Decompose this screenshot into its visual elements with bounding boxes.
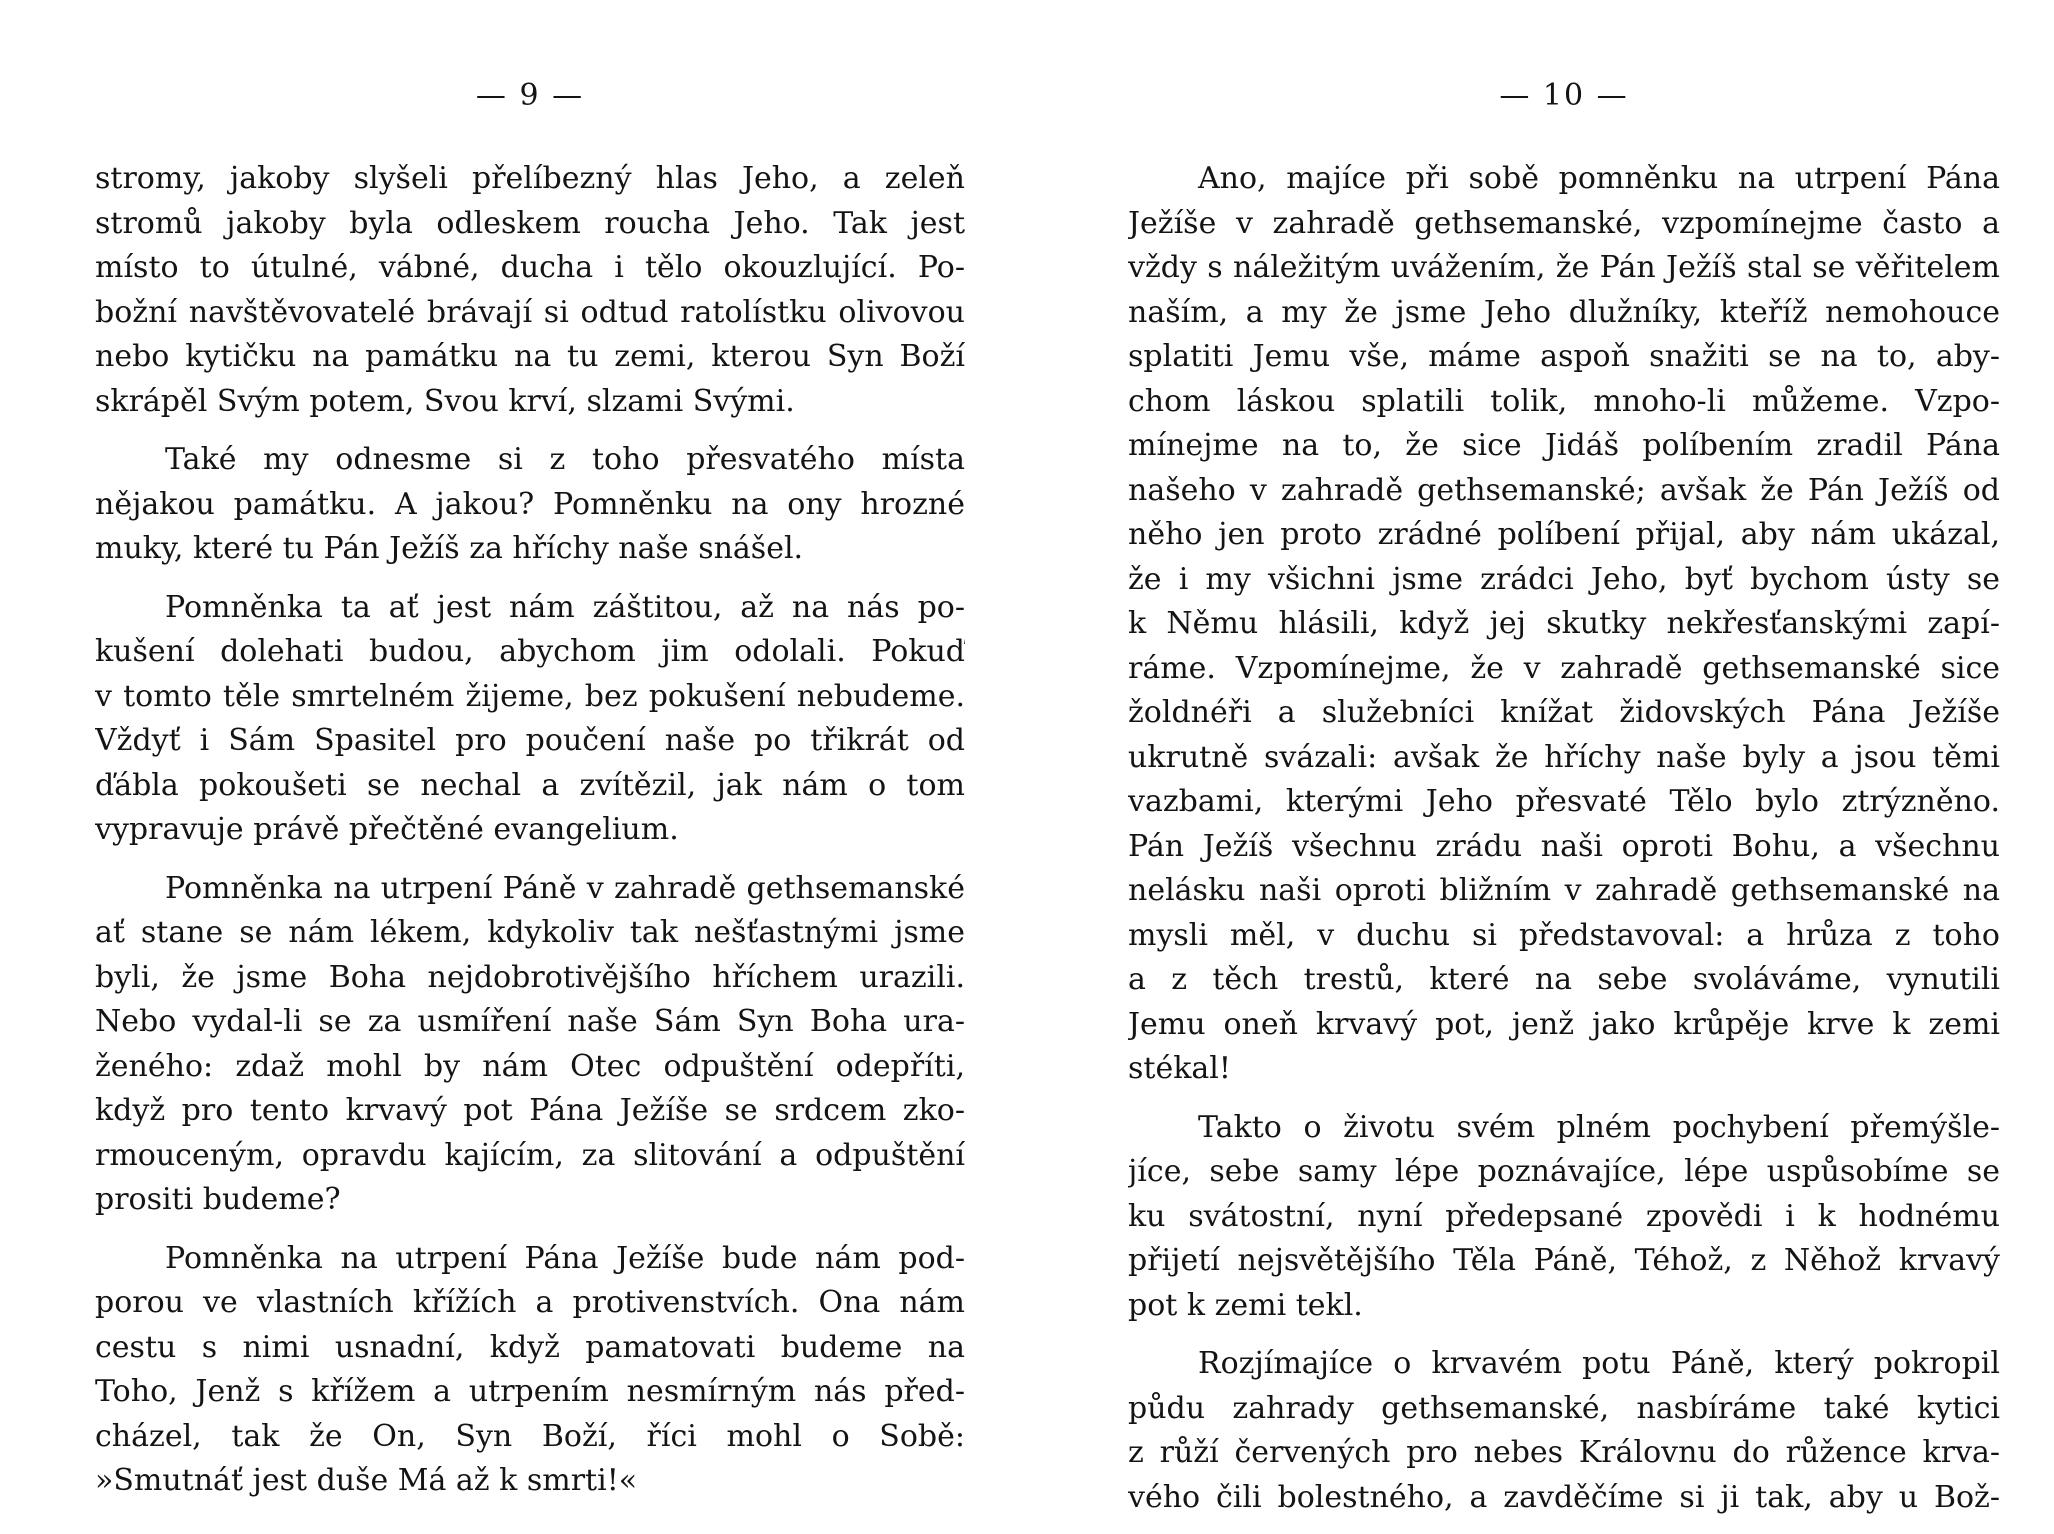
text-line: byli, že jsme Boha nejdobrotivějšího hříchem urazili. bbox=[95, 959, 965, 995]
text-line: muky, které tu Pán Ježíš za hříchy naše snášel. bbox=[95, 531, 804, 566]
text-line: když pro tento krvavý pot Pána Ježíše se srdcem zko- bbox=[95, 1093, 965, 1128]
text-line: ráme. Vzpomínejme, že v zahradě gethsemanské sice bbox=[1128, 650, 2000, 686]
text-line: nějakou památku. A jakou? Pomněnku na ony hrozné bbox=[95, 486, 965, 522]
text-line: Rozjímajíce o krvavém potu Páně, který pokropil bbox=[1198, 1346, 2000, 1381]
text-line: rmouceným, opravdu kajícím, za slitování a odpuštění bbox=[95, 1137, 965, 1173]
text-line: porou ve vlastních křížích a protivenstvích. Ona nám bbox=[95, 1285, 965, 1320]
text-line: ďábla pokoušeti se nechal a zvítězil, jak nám o tom bbox=[95, 767, 965, 803]
text-line: mínejme na to, že sice Jidáš políbením zradil Pána bbox=[1128, 428, 2000, 463]
right-page bbox=[1128, 0, 2000, 1515]
text-line: kušení dolehati budou, abychom jim odolali. Pokuď bbox=[95, 634, 965, 669]
left-page bbox=[95, 0, 965, 1500]
text-line: a z těch trestů, které na sebe svoláváme, vynutili bbox=[1128, 962, 2000, 997]
text-line: »Smutnáť jest duše Má až k smrti!« bbox=[95, 1463, 638, 1498]
text-line: něho jen proto zrádné políbení přijal, aby nám ukázal, bbox=[1128, 517, 2000, 552]
text-line: Pán Ježíš všechnu zrádu naši oproti Bohu, a všechnu bbox=[1128, 828, 2000, 864]
text-line: vého čili bolestného, a zavděčíme si ji tak, aby u Bož- bbox=[1128, 1479, 2000, 1515]
text-line: splatiti Jemu vše, máme aspoň snažiti se na to, aby- bbox=[1128, 339, 2000, 374]
text-line: nelásku naši oproti bližním v zahradě gethsemanské na bbox=[1128, 873, 2000, 908]
text-line: Ježíše v zahradě gethsemanské, vzpomínejme často a bbox=[1128, 205, 2000, 241]
text-line: půdu zahrady gethsemanské, nasbíráme také kytici bbox=[1128, 1390, 2000, 1426]
paragraph bbox=[95, 157, 965, 424]
page-body-text bbox=[95, 157, 965, 1518]
text-line: chom láskou splatili tolik, mnoho-li můžeme. Vzpo- bbox=[1128, 383, 2000, 419]
text-line: žoldnéři a služebníci knížat židovských Pána Ježíše bbox=[1128, 695, 2000, 730]
text-line: ukrutně svázali: avšak že hříchy naše byly a jsou těmi bbox=[1128, 739, 2000, 775]
text-line: k Němu hlásili, když jej skutky nekřesťanskými zapí- bbox=[1128, 606, 2000, 641]
text-line: stromů jakoby byla odleskem roucha Jeho. Tak jest bbox=[95, 205, 965, 241]
text-line: nebo kytičku na památku na tu zemi, kterou Syn Boží bbox=[95, 339, 965, 374]
text-line: naším, a my že jsme Jeho dlužníky, kteříž nemohouce bbox=[1128, 294, 2000, 330]
text-line: místo to útulné, vábné, ducha i tělo okouzlující. Po- bbox=[95, 250, 965, 285]
text-line: našeho v zahradě gethsemanské; avšak že Pán Ježíš od bbox=[1128, 472, 2000, 508]
text-line: v tomto těle smrtelném žijeme, bez pokušení nebudeme. bbox=[95, 678, 965, 714]
text-line: prositi budeme? bbox=[95, 1182, 341, 1217]
text-line: že i my všichni jsme zrádci Jeho, byť bychom ústy se bbox=[1128, 561, 2000, 597]
text-line: mysli měl, v duchu si představoval: a hrůza z toho bbox=[1128, 917, 2000, 953]
text-line: vazbami, kterými Jeho přesvaté Tělo bylo ztrýzněno. bbox=[1128, 784, 2000, 819]
text-line: vždy s náležitým uvážením, že Pán Ježíš stal se věřitelem bbox=[1128, 250, 2000, 285]
text-line: Jemu oneň krvavý pot, jenž jako krůpěje krve k zemi bbox=[1128, 1006, 2000, 1042]
text-line: jíce, sebe samy lépe poznávajíce, lépe uspůsobíme se bbox=[1128, 1154, 2000, 1189]
paragraph bbox=[1128, 1342, 2000, 1520]
text-line: ať stane se nám lékem, kdykoliv tak nešťastnými jsme bbox=[95, 915, 965, 950]
page-number: — 9 — bbox=[475, 78, 585, 113]
text-line: Takto o životu svém plném pochybení přemýšle- bbox=[1198, 1109, 2000, 1145]
text-line: cházel, tak že On, Syn Boží, říci mohl o Sobě: bbox=[95, 1418, 965, 1454]
text-line: přijetí nejsvětějšího Těla Páně, Téhož, z Něhož krvavý bbox=[1128, 1243, 2000, 1278]
paragraph bbox=[1128, 157, 2000, 1092]
text-line: stromy, jakoby slyšeli přelíbezný hlas Jeho, a zeleň bbox=[95, 161, 965, 196]
text-line: Ano, majíce při sobě pomněnku na utrpení Pána bbox=[1198, 161, 2000, 196]
page-number: — 10 — bbox=[1499, 78, 1629, 113]
text-line: Také my odnesme si z toho přesvatého místa bbox=[165, 442, 965, 477]
text-line: stékal! bbox=[1128, 1051, 1231, 1086]
text-line: Pomněnka na utrpení Páně v zahradě gethsemanské bbox=[165, 870, 965, 906]
text-line: skrápěl Svým potem, Svou krví, slzami Svými. bbox=[95, 383, 795, 419]
text-line: Pomněnka ta ať jest nám záštitou, až na nás po- bbox=[165, 589, 965, 625]
text-line: pot k zemi tekl. bbox=[1128, 1287, 1363, 1323]
text-line: ženého: zdaž mohl by nám Otec odpuštění odepříti, bbox=[95, 1048, 965, 1084]
text-line: z růží červených pro nebes Královnu do růžence krva- bbox=[1128, 1435, 2000, 1470]
page-body-text bbox=[1128, 157, 2000, 1534]
text-line: Vždyť i Sám Spasitel pro poučení naše po třikrát od bbox=[95, 723, 965, 758]
text-line: Pomněnka na utrpení Pána Ježíše bude nám pod- bbox=[165, 1240, 965, 1276]
text-line: Toho, Jenž s křížem a utrpením nesmírným nás před- bbox=[95, 1374, 965, 1409]
paragraph bbox=[95, 438, 965, 572]
paragraph bbox=[95, 586, 965, 853]
paragraph bbox=[95, 867, 965, 1223]
text-line: vypravuje právě přečtěné evangelium. bbox=[95, 812, 679, 847]
paragraph bbox=[95, 1237, 965, 1504]
text-line: božní navštěvovatelé brávají si odtud ratolístku olivovou bbox=[95, 294, 965, 330]
paragraph bbox=[1128, 1106, 2000, 1329]
text-line: Nebo vydal-li se za usmíření naše Sám Syn Boha ura- bbox=[95, 1004, 965, 1039]
text-line: ku svátostní, nyní předepsané zpovědi i k hodnému bbox=[1128, 1198, 2000, 1234]
text-line: cestu s nimi usnadní, když pamatovati budeme na bbox=[95, 1329, 965, 1365]
